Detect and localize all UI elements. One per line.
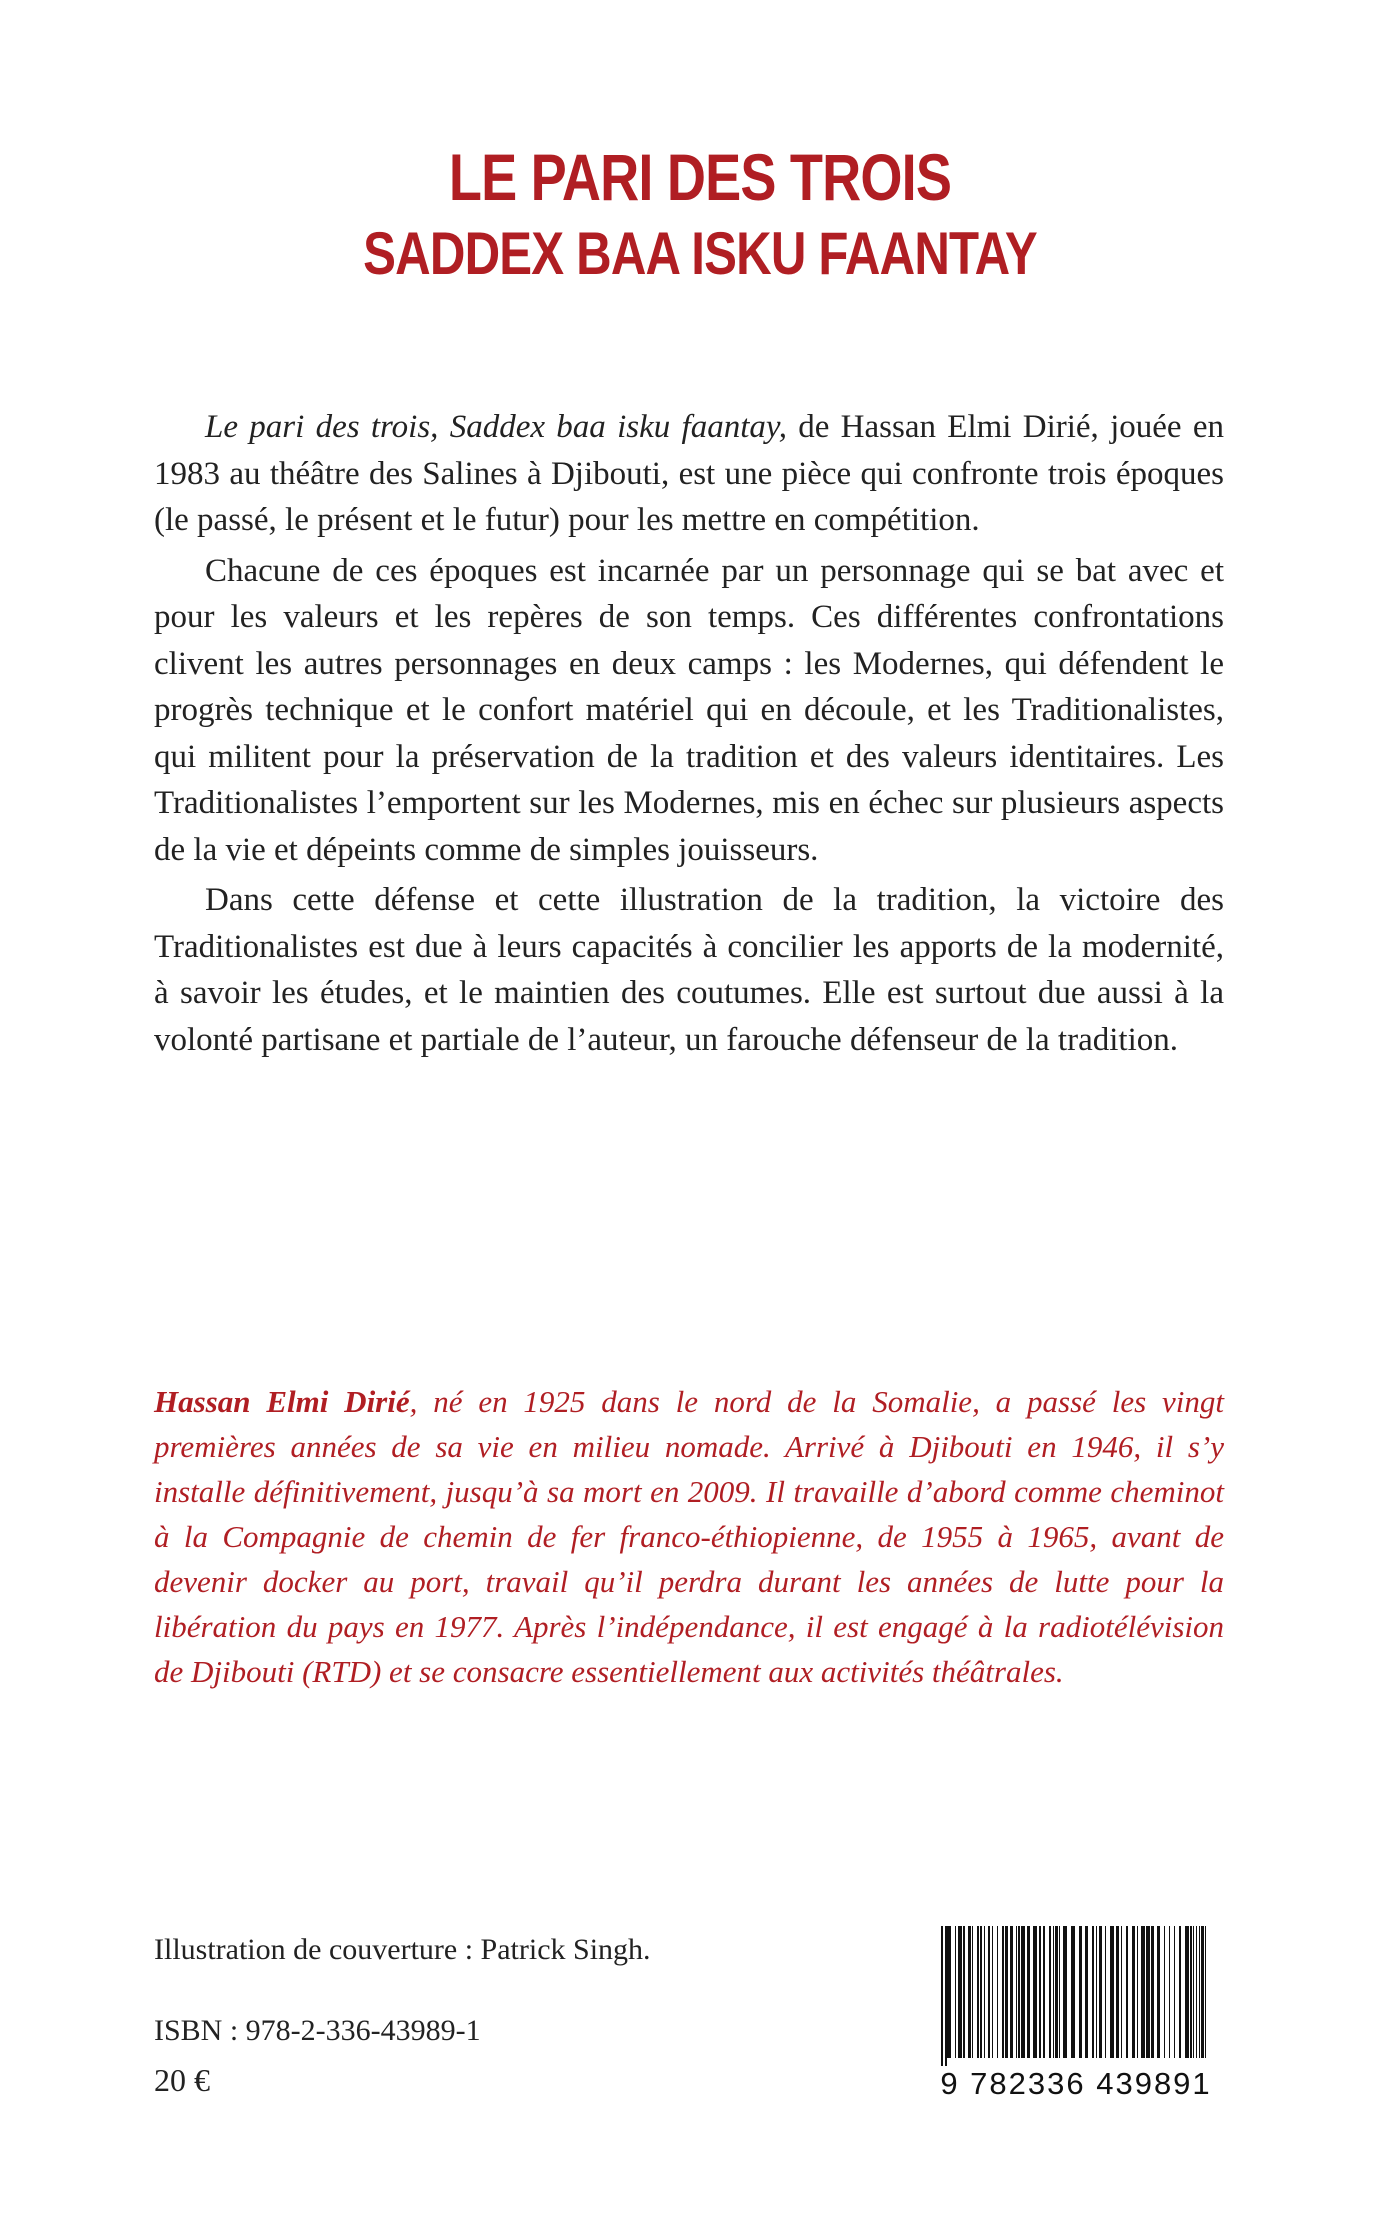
title-line-french: LE PARI DES TROIS: [448, 140, 952, 214]
ean13-barcode-icon: [935, 1926, 1217, 2066]
author-name: Hassan Elmi Dirié: [154, 1384, 410, 1419]
synopsis-paragraph: Dans cette défense et cette illustration de la tradition, la victoire des Traditionalistes est due à leurs capacités à concilier les apports de la modernité, à savoir les études, et le maintien des coutumes. Elle est surtout due aussi à la volonté partisane et partiale de l’auteur, un farouche défenseur de la tradition.: [154, 882, 1224, 1058]
book-title: [0, 138, 1400, 292]
barcode-digits: 9 782336 439891: [940, 2066, 1212, 2101]
synopsis-title-italic: Le pari des trois, Saddex baa isku faantay,: [205, 409, 787, 445]
illustration-credit: Illustration de couverture : Patrick Singh.: [154, 1933, 651, 1966]
barcode: [935, 1926, 1217, 2116]
isbn: ISBN : 978-2-336-43989-1: [154, 2014, 481, 2047]
author-bio-text: , né en 1925 dans le nord de la Somalie, a passé les vingt premières années de sa vie en milieu nomade. Arrivé à Djibouti en 1946, il s’y installe définitivement, jusqu’à sa mort en 2009. Il travaille d’abord comme cheminot à la Compagnie de chemin de fer franco-éthiopienne, de 1955 à 1965, avant de devenir docker au port, travail qu’il perdra durant les années de lutte pour la libération du pays en 1977. Après l’indépendance, il est engagé à la radiotélévision de Djibouti (RTD) et se consacre essentiellement aux activités théâtrales.: [154, 1384, 1225, 1689]
author-bio: [154, 1379, 1224, 1694]
synopsis-paragraph: [154, 404, 1224, 544]
price: 20 €: [154, 2062, 210, 2098]
synopsis: [154, 404, 1224, 1063]
synopsis-paragraph-text: de Hassan Elmi Dirié, jouée en 1983 au théâtre des Salines à Djibouti, est une pièce qui confronte trois époques (le passé, le présent et le futur) pour les mettre en compétition.: [154, 409, 1224, 538]
author-bio-paragraph: [154, 1379, 1224, 1694]
synopsis-paragraph: Chacune de ces époques est incarnée par un personnage qui se bat avec et pour les valeurs et les repères de son temps. Ces différentes confrontations clivent les autres personnages en deux camps : les Modernes, qui défendent le progrès technique et le confort matériel qui en découle, et les Traditionalistes, qui militent pour la préservation de la tradition et des valeurs identitaires. Les Traditionalistes l’emportent sur les Modernes, mis en échec sur plusieurs aspects de la vie et dépeints comme de simples jouisseurs.: [154, 552, 1224, 868]
title-line-somali: SADDEX BAA ISKU FAANTAY: [363, 220, 1037, 287]
